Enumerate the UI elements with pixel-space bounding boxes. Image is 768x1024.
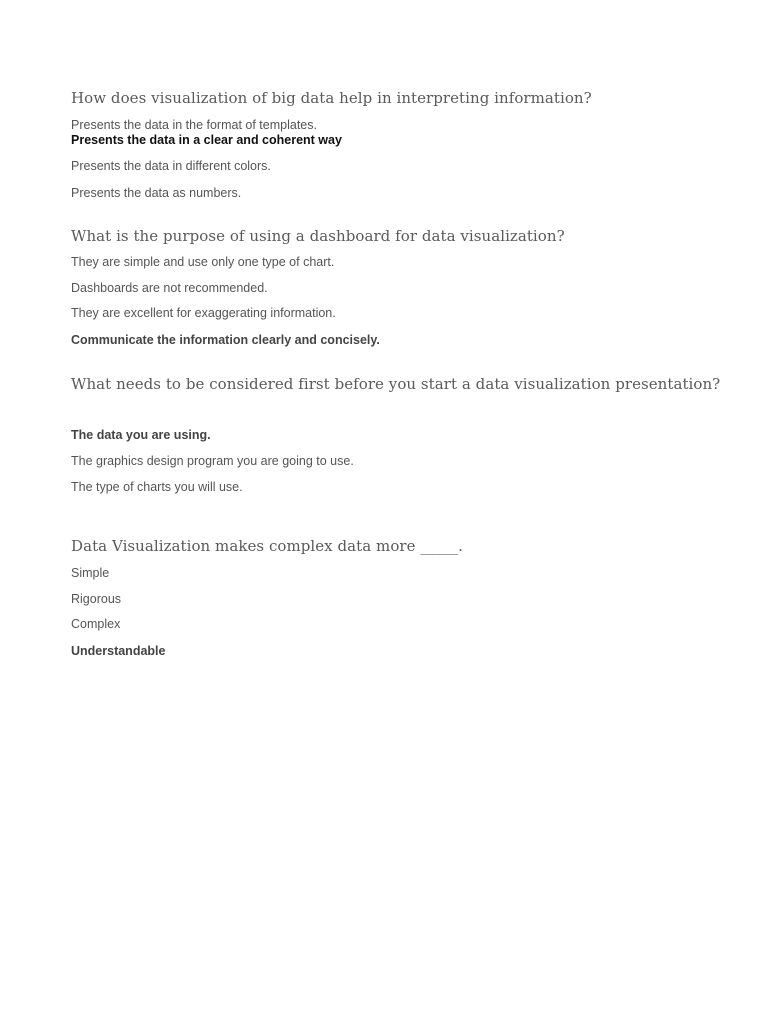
q4-answer-4-correct: Understandable xyxy=(71,644,166,658)
q1-answer-4: Presents the data as numbers. xyxy=(71,186,242,200)
q2-answer-1: They are simple and use only one type of chart. xyxy=(71,255,335,269)
q4-answer-2: Rigorous xyxy=(71,592,122,606)
q3-answer-1-correct: The data you are using. xyxy=(71,428,211,442)
q1-answer-2-correct: Presents the data in a clear and coherent way xyxy=(71,133,342,147)
question-3: What needs to be considered first before you start a data visualization presentation? xyxy=(71,375,721,393)
q2-answer-3: They are excellent for exaggerating information. xyxy=(71,306,336,320)
q3-answer-2: The graphics design program you are going to use. xyxy=(71,454,354,468)
q4-answer-1: Simple xyxy=(71,566,110,580)
q2-answer-2: Dashboards are not recommended. xyxy=(71,281,268,295)
question-4: Data Visualization makes complex data more _____. xyxy=(71,537,463,555)
q1-answer-1: Presents the data in the format of templates. xyxy=(71,118,317,132)
q1-answer-3: Presents the data in different colors. xyxy=(71,159,271,173)
q3-answer-3: The type of charts you will use. xyxy=(71,480,243,494)
q2-answer-4-correct: Communicate the information clearly and concisely. xyxy=(71,333,380,347)
question-2: What is the purpose of using a dashboard for data visualization? xyxy=(71,227,565,245)
question-1: How does visualization of big data help in interpreting information? xyxy=(71,89,592,107)
q4-answer-3: Complex xyxy=(71,617,121,631)
